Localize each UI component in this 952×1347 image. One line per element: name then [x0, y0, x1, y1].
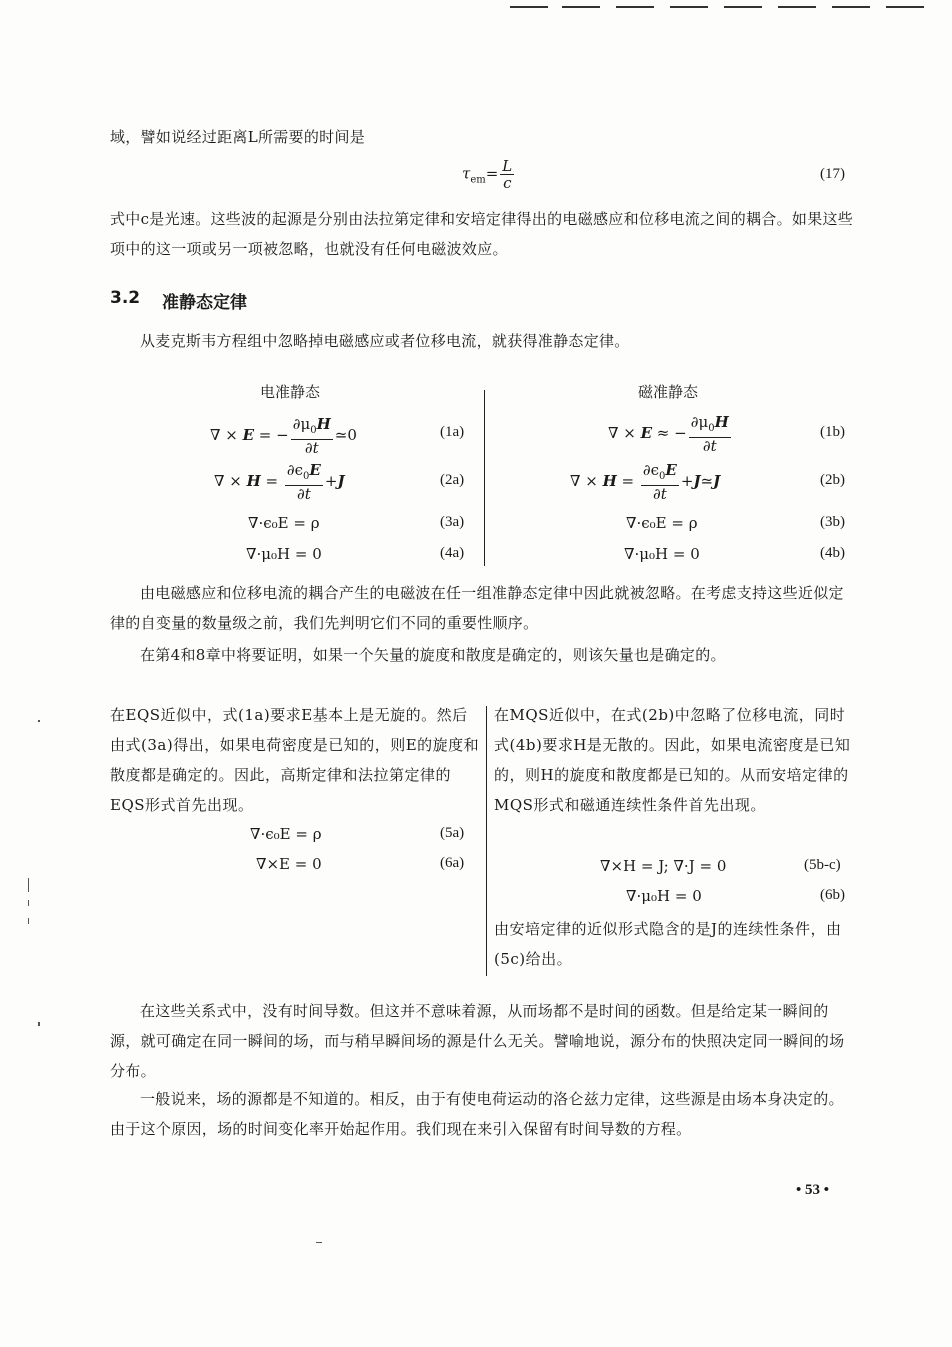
eq17-fraction	[500, 158, 514, 191]
intro-paragraph: 域，譬如说经过距离L所需要的时间是	[110, 128, 366, 146]
equation-2a: ∇ × H = $\frac{\partial\epsilon_0E}{\partial t}$ +J	[214, 461, 345, 503]
scan-speck	[28, 918, 29, 924]
eq4a-number: (4a)	[440, 545, 465, 561]
eq2a-number: (2a)	[440, 472, 465, 488]
page-number: • 53 •	[796, 1182, 830, 1198]
eq17-eqsign: =	[485, 164, 499, 183]
left-column-heading: 电准静态	[260, 383, 321, 401]
top-rule	[562, 6, 600, 8]
equation-3a: ∇·ϵ₀E = ρ	[248, 514, 320, 532]
general-paragraph: 一般说来，场的源都是不知道的。相反，由于有使电荷运动的洛仑兹力定律，这些源是由场本身决定的。由于这个原因，场的时间变化率开始起作用。我们现在来引入保留有时间导数的方程。	[110, 1090, 844, 1138]
light-paragraph: 式中c是光速。这些波的起源是分别由法拉第定律和安培定律得出的电磁感应和位移电流之间的耦合。如果这些项中的这一项或另一项被忽略，也就没有任何电磁波效应。	[110, 210, 854, 258]
section-number: 3.2	[110, 288, 141, 308]
scan-speck	[28, 900, 29, 906]
top-rule	[510, 6, 548, 8]
equation-4a: ∇·μ₀H = 0	[246, 545, 322, 563]
scan-speck	[38, 1022, 40, 1026]
mqs-column-tail: 由安培定律的近似形式隐含的是J的连续性条件，由(5c)给出。	[494, 920, 842, 968]
top-rule	[778, 6, 816, 8]
eq17-den: c	[503, 174, 512, 192]
equation-17	[462, 158, 516, 191]
equation-5a: ∇·ϵ₀E = ρ	[250, 825, 322, 843]
eq17-num: L	[502, 157, 513, 175]
eq2b-number: (2b)	[820, 472, 845, 488]
scan-speck	[316, 1242, 322, 1243]
eqs-column-text: 在EQS近似中，式(1a)要求E基本上是无旋的。然后由式(3a)得出，如果电荷密度是已知的，则E的旋度和散度都是确定的。因此，高斯定律和法拉第定律的EQS形式首先出现。	[110, 706, 480, 814]
eq1a-number: (1a)	[440, 424, 465, 440]
top-rule	[670, 6, 708, 8]
eq17-number: (17)	[820, 166, 845, 182]
right-column-heading: 磁准静态	[638, 383, 699, 401]
neglect-paragraph: 由电磁感应和位移电流的耦合产生的电磁波在任一组准静态定律中因此就被忽略。在考虑支持这些近似定律的自变量的数量级之前，我们先判明它们不同的重要性顺序。	[110, 584, 844, 632]
eq17-lhs: τ	[462, 164, 471, 183]
eq17-sub: em	[470, 174, 486, 186]
equation-1a: ∇ × E = − $\frac{\partial\mu_0H}{\partial t}$ ≃0	[210, 415, 357, 457]
mqs-column-text: 在MQS近似中，在式(2b)中忽略了位移电流，同时式(4b)要求H是无散的。因此，如果电流密度是已知的，则H的旋度和散度都是已知的。从而安培定律的MQS形式和磁通连续性条件首先出现。	[494, 706, 851, 814]
equation-6a: ∇×E = 0	[256, 855, 322, 873]
eq5a-number: (5a)	[440, 825, 465, 841]
section-title: 准静态定律	[162, 293, 247, 313]
top-rule	[886, 6, 924, 8]
column-divider-2	[486, 706, 487, 976]
lead-paragraph: 从麦克斯韦方程组中忽略掉电磁感应或者位移电流，就获得准静态定律。	[140, 332, 630, 350]
equation-6b: ∇·μ₀H = 0	[626, 887, 702, 905]
column-divider	[484, 390, 485, 566]
eq3b-number: (3b)	[820, 514, 845, 530]
eq6b-number: (6b)	[820, 887, 845, 903]
scan-speck	[38, 720, 40, 722]
top-rule	[724, 6, 762, 8]
chapter-paragraph: 在第4和8章中将要证明，如果一个矢量的旋度和散度是确定的，则该矢量也是确定的。	[140, 646, 726, 664]
eq4b-number: (4b)	[820, 545, 845, 561]
eq3a-number: (3a)	[440, 514, 465, 530]
top-rule	[832, 6, 870, 8]
no-derivative-paragraph: 在这些关系式中，没有时间导数。但这并不意味着源，从而场都不是时间的函数。但是给定某一瞬间的源，就可确定在同一瞬间的场，而与稍早瞬间场的源是什么无关。譬喻地说，源分布的快照决定同一瞬间的场分布。	[110, 1002, 845, 1080]
equation-3b: ∇·ϵ₀E = ρ	[626, 514, 698, 532]
eq5bc-number: (5b-c)	[804, 857, 841, 873]
eq6a-number: (6a)	[440, 855, 465, 871]
scan-speck	[28, 878, 29, 892]
equation-2b: ∇ × H = $\frac{\partial\epsilon_0E}{\partial t}$ +J≃J	[570, 461, 721, 503]
equation-5b-c: ∇×H = J; ∇·J = 0	[600, 857, 727, 875]
equation-1b: ∇ × E ≈ − $\frac{\partial\mu_0H}{\partial t}$	[608, 413, 729, 455]
top-rule	[616, 6, 654, 8]
eq1b-number: (1b)	[820, 424, 845, 440]
equation-4b: ∇·μ₀H = 0	[624, 545, 700, 563]
